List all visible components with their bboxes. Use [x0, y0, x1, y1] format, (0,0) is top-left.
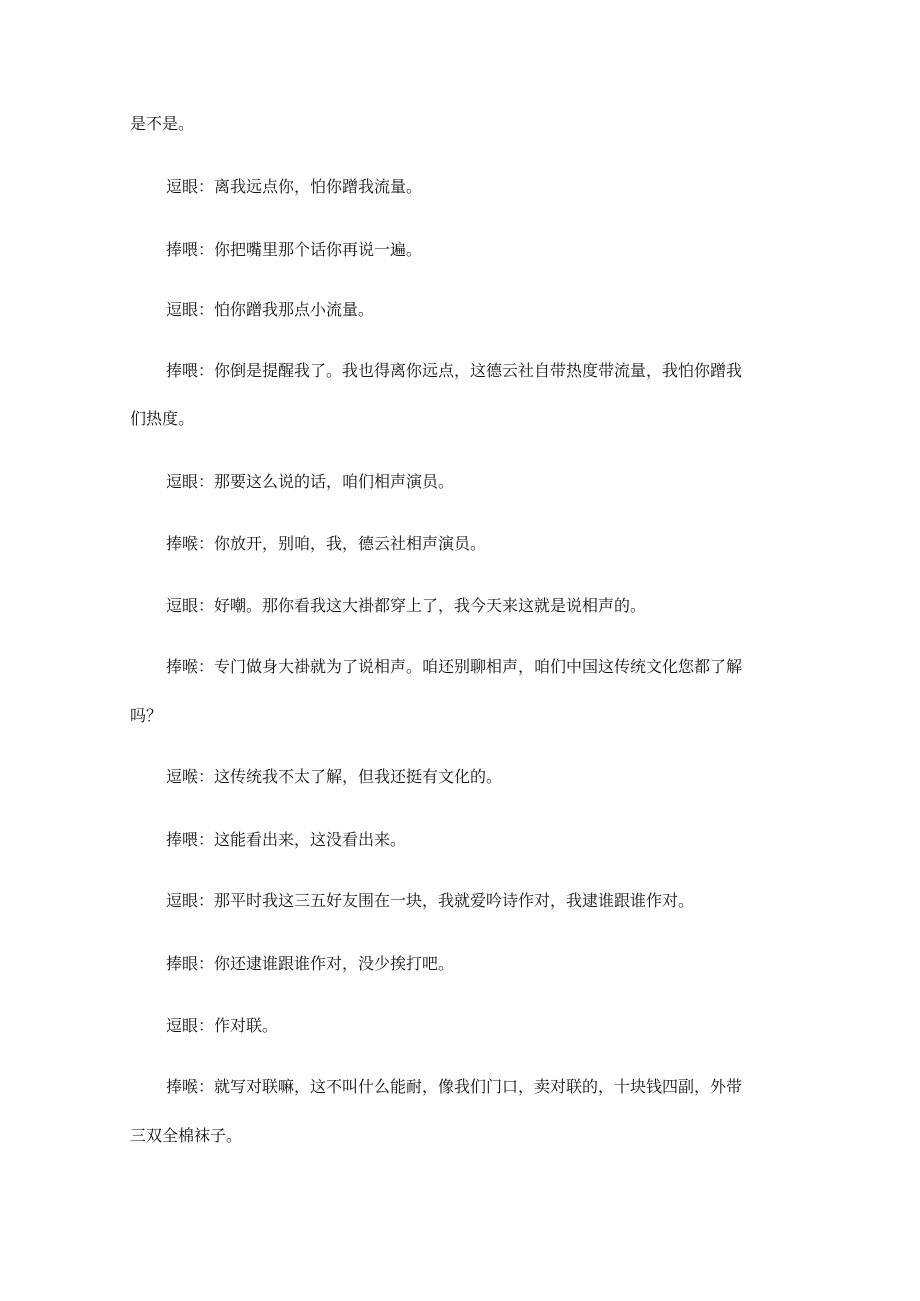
dialogue-line: 捧喉：专门做身大褂就为了说相声。咱还别聊相声，咱们中国这传统文化您都了解 — [166, 657, 743, 676]
text-line: 吗？ — [130, 706, 163, 725]
dialogue-line: 逗眼：怕你蹭我那点小流量。 — [166, 300, 375, 319]
text-line: 是不是。 — [130, 114, 195, 133]
dialogue-line: 捧喉：就写对联嘛，这不叫什么能耐，像我们门口，卖对联的，十块钱四副，外带 — [166, 1077, 743, 1096]
dialogue-line: 逗眼：离我远点你，怕你蹭我流量。 — [166, 177, 423, 196]
dialogue-line: 捧喉：你放开，别咱，我，德云社相声演员。 — [166, 534, 487, 553]
dialogue-line: 逗眼：好嘲。那你看我这大褂都穿上了，我今天来这就是说相声的。 — [166, 596, 647, 615]
text-line: 三双全棉袜子。 — [130, 1126, 243, 1145]
text-line: 们热度。 — [130, 409, 195, 428]
dialogue-line: 捧喂：你把嘴里那个话你再说一遍。 — [166, 240, 423, 259]
dialogue-line: 逗眼：那平时我这三五好友围在一块，我就爱吟诗作对，我逮谁跟谁作对。 — [166, 891, 695, 910]
dialogue-line: 捧喂：这能看出来，这没看出来。 — [166, 830, 407, 849]
dialogue-line: 逗眼：作对联。 — [166, 1016, 279, 1035]
dialogue-line: 捧眼：你还逮谁跟谁作对，没少挨打吧。 — [166, 954, 455, 973]
dialogue-line: 逗喉：这传统我不太了解，但我还挺有文化的。 — [166, 767, 503, 786]
dialogue-line: 逗眼：那要这么说的话，咱们相声演员。 — [166, 472, 455, 491]
dialogue-line: 捧喂：你倒是提醒我了。我也得离你远点，这德云社自带热度带流量，我怕你蹭我 — [166, 361, 743, 380]
